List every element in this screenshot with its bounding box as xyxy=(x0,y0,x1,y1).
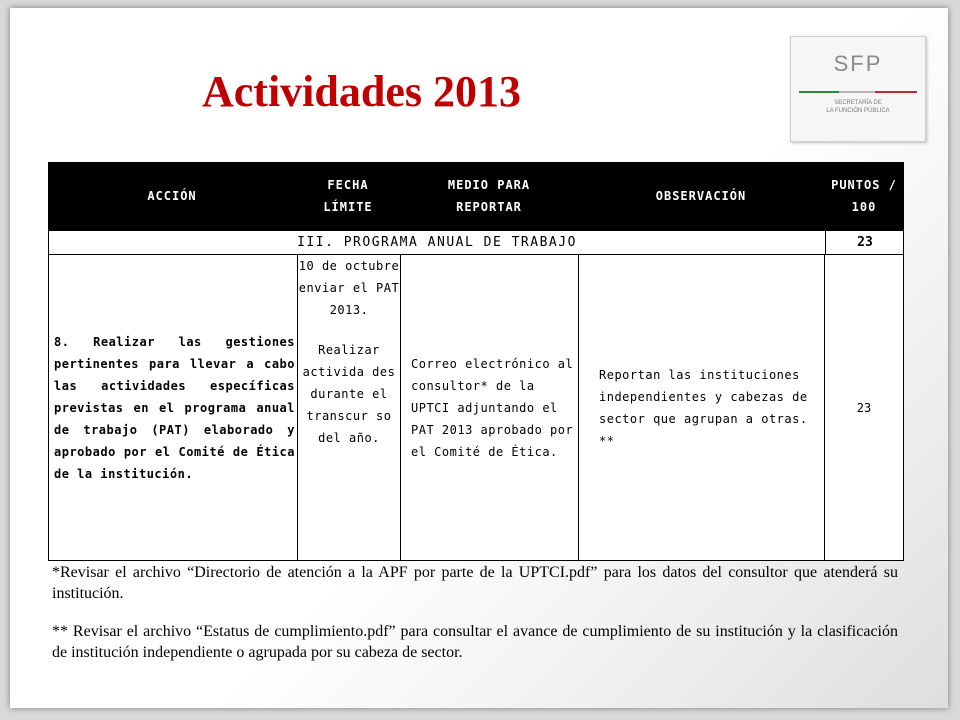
logo-green-stripe xyxy=(799,91,839,93)
puntos-text: 23 xyxy=(856,400,872,415)
sfp-logo xyxy=(790,36,926,142)
header-observacion: OBSERVACIÓN xyxy=(655,189,747,203)
section-points: 23 xyxy=(825,231,904,254)
header-medio-para-reportar: MEDIO PARA REPORTAR xyxy=(447,178,531,214)
logo-subtitle-line2: LA FUNCIÓN PÚBLICA xyxy=(826,108,890,114)
section-label: III. PROGRAMA ANUAL DE TRABAJO xyxy=(297,235,577,250)
logo-gray-stripe xyxy=(839,91,875,93)
logo-subtitle-line1: SECRETARÍA DE xyxy=(834,100,882,106)
page-title: Actividades 2013 xyxy=(202,67,521,116)
cell-observacion xyxy=(579,255,825,560)
logo-subtitle xyxy=(791,99,925,115)
header-fecha-limite: FECHA LÍMITE xyxy=(323,178,373,214)
logo-red-stripe xyxy=(875,91,917,93)
logo-abbreviation: SFP xyxy=(833,51,883,76)
medio-text: Correo electrónico al consultor* de la UPTCI adjuntando el PAT 2013 aprobado por el Comité de Ética. xyxy=(411,356,574,459)
observacion-text: Reportan las instituciones independientes y cabezas de sector que agrupan a otras. ** xyxy=(599,367,808,448)
cell-fecha-limite xyxy=(297,255,401,560)
header-puntos: PUNTOS / 100 xyxy=(831,178,897,214)
table-header xyxy=(48,162,904,230)
header-accion: ACCIÓN xyxy=(147,189,197,203)
section-row xyxy=(48,230,904,255)
cell-medio xyxy=(401,255,579,560)
fecha-text-1: 10 de octubre enviar el PAT 2013. xyxy=(298,259,400,317)
fecha-text-2: Realizar activida des durante el transcur so del año. xyxy=(302,343,396,445)
footnotes xyxy=(52,562,898,663)
cell-puntos xyxy=(825,255,903,560)
cell-accion xyxy=(49,255,297,560)
footnote-2: ** Revisar el archivo “Estatus de cumplimiento.pdf” para consultar el avance de cumplimiento de su institución y la clasificación de institución independiente o agrupada por su cabeza de sector. xyxy=(52,623,898,661)
accion-text: 8. Realizar las gestiones pertinentes para llevar a cabo las actividades específicas previstas en el programa anual de trabajo (PAT) elaborado y aprobado por el Comité de Ética de la institución. xyxy=(54,334,295,481)
table-row xyxy=(48,255,904,561)
footnote-1: *Revisar el archivo “Directorio de atención a la APF por parte de la UPTCI.pdf” para los datos del consultor que atenderá su institución. xyxy=(52,564,898,602)
